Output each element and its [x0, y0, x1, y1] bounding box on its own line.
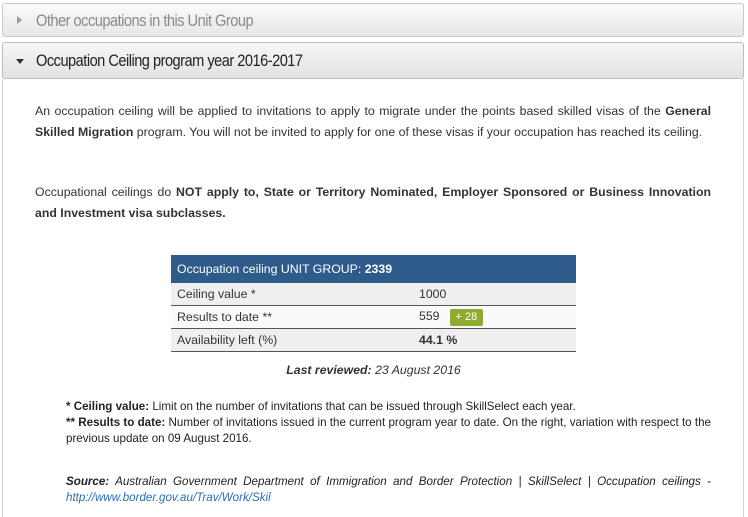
chevron-down-icon	[16, 59, 24, 64]
row-value-cell	[413, 329, 576, 352]
exclusion-bold: NOT apply to, State or Territory Nominated, Employer Sponsored or Business Innovation and Investment visa subclasses.	[35, 185, 711, 220]
row-label: Results to date **	[171, 306, 413, 329]
exclusion-paragraph	[35, 182, 711, 224]
last-reviewed-date: 23 August 2016	[371, 363, 461, 377]
table-row	[171, 283, 576, 306]
accordion-title: Occupation Ceiling program year 2016-2017	[36, 51, 303, 70]
row-value: 559	[419, 308, 440, 323]
source-label: Source:	[66, 475, 110, 488]
table-row	[171, 329, 576, 352]
source-text: Australian Government Department of Immigration and Border Protection | SkillSelect | Occupation ceilings -	[109, 475, 711, 488]
footnote-ceiling-value	[66, 399, 711, 415]
unit-group-number: 2339	[364, 262, 393, 276]
last-reviewed-label: Last reviewed:	[286, 363, 372, 377]
intro-text: program. You will not be invited to apply for one of these visas if your occupation has reached its ceiling.	[133, 125, 703, 139]
footnote-results-to-date	[66, 415, 711, 447]
row-value-cell	[413, 306, 576, 329]
footnote-term: * Ceiling value:	[66, 400, 150, 413]
table-header	[171, 255, 576, 283]
intro-text: An occupation ceiling will be applied to invitations to apply to migrate under the points based skilled visas of the	[35, 104, 666, 118]
variation-badge: + 28	[450, 309, 484, 326]
row-label: Ceiling value *	[171, 283, 413, 306]
table-header-label: Occupation ceiling UNIT GROUP:	[177, 262, 365, 276]
intro-paragraph	[35, 101, 711, 143]
accordion-header-other-occupations[interactable]	[2, 3, 744, 37]
footnotes	[66, 399, 711, 447]
ceiling-table	[171, 255, 576, 352]
row-label: Availability left (%)	[171, 329, 413, 352]
source-citation	[66, 474, 711, 506]
exclusion-text: Occupational ceilings do	[35, 185, 177, 199]
footnote-term: ** Results to date:	[66, 416, 166, 429]
footnote-text: Limit on the number of invitations that can be issued through SkillSelect each year.	[149, 400, 576, 413]
row-value: 44.1 %	[419, 333, 458, 347]
row-value: 1000	[413, 283, 576, 306]
last-reviewed	[171, 363, 576, 377]
intro-bold: General Skilled Migration	[35, 104, 711, 139]
footnote-text: Number of invitations issued in the current program year to date. On the right, variation with respect to the previous update on 09 August 2016.	[66, 416, 711, 445]
accordion-title: Other occupations in this Unit Group	[36, 11, 254, 30]
accordion-header-occupation-ceiling[interactable]	[2, 42, 744, 79]
source-link[interactable]: http://www.border.gov.au/Trav/Work/Skil	[66, 491, 271, 504]
table-row	[171, 306, 576, 329]
chevron-right-icon	[17, 16, 22, 24]
